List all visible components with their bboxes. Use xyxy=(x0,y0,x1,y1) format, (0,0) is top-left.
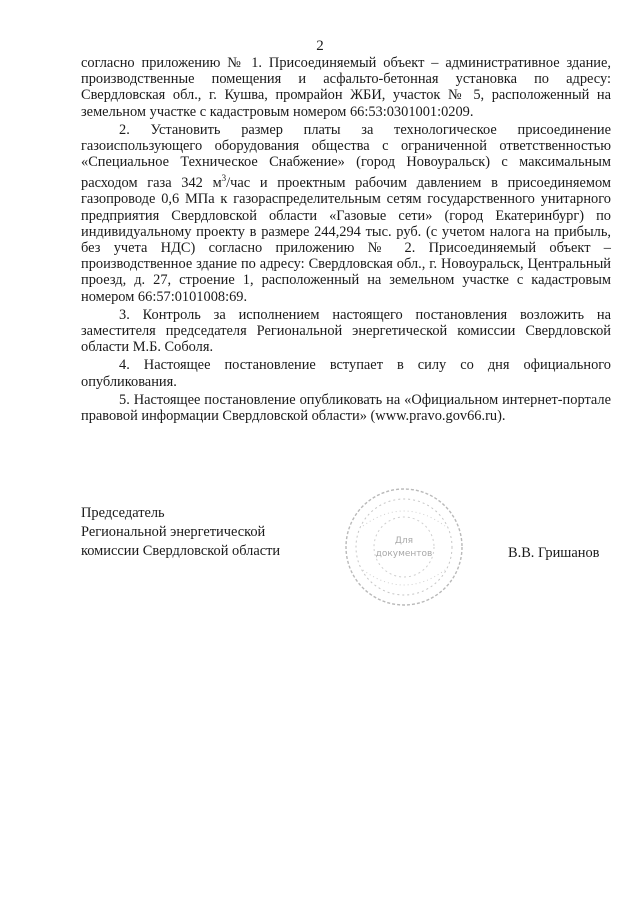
paragraph-1-first-line: согласно приложению № 1. Присоединяемый объект – административное здание, xyxy=(81,55,611,71)
svg-text:документов: документов xyxy=(375,549,433,559)
document-body xyxy=(81,55,611,424)
paragraph-1-continuation xyxy=(81,55,611,120)
paragraph-5: 5. Настоящее постановление опубликовать на «Официальном интернет-портале правовой информации Свердловской области» (www.pravo.gov66.ru). xyxy=(81,391,611,425)
paragraph-1-text: производственные помещения и асфальто-бетонная установка по адресу: Свердловская обл., г. Кушва, промрайон ЖБИ, участок № 5, расположенный на земельном участке с кадастровым номером 66:53:0301001:0209. xyxy=(81,71,611,120)
signatory-block xyxy=(81,504,280,561)
paragraph-4: 4. Настоящее постановление вступает в силу со дня официального опубликования. xyxy=(81,357,611,390)
paragraph-2-text-end: /час и проектным рабочим давлением в присоединяемом газопроводе 0,6 МПа к газораспределительным сетям государственного унитарного предприятия Свердловской области «Газовые сети» (город Екатеринбург) по индивидуальному проекту в размере 244,294 тыс. руб. (с учетом налога на прибыль, без учета НДС) согласно приложению № 2. Присоединяемый объект – производственное здание по адресу: Свердловская обл., г. Новоуральск, Центральный проезд, д. 27, строение 1, расположенный на земельном участке с кадастровым номером 66:57:0101008:69. xyxy=(81,175,611,305)
signatory-title-line-3: комиссии Свердловской области xyxy=(81,543,281,559)
signatory-title-line-2: Региональной энергетической xyxy=(81,524,266,540)
paragraph-2 xyxy=(81,122,611,305)
svg-text:Для: Для xyxy=(394,536,414,546)
cubic-superscript: 3 xyxy=(221,173,227,184)
page-number: 2 xyxy=(316,38,324,54)
official-seal-stamp xyxy=(343,486,465,608)
signatory-title-line-1: Председатель xyxy=(81,505,165,521)
paragraph-3: 3. Контроль за исполнением настоящего постановления возложить на заместителя председателя Региональной энергетической комиссии Свердловской области М.Б. Соболя. xyxy=(81,306,611,356)
signatory-name: В.В. Гришанов xyxy=(508,545,600,561)
paragraph-2-text-start: 2. Установить размер платы за технологическое присоединение газоиспользующего оборудования общества с ограниченной ответственностью «Специальное Техническое Снабжение» (город Новоуральск) с максимальным расходом газа 342 м xyxy=(81,121,611,192)
